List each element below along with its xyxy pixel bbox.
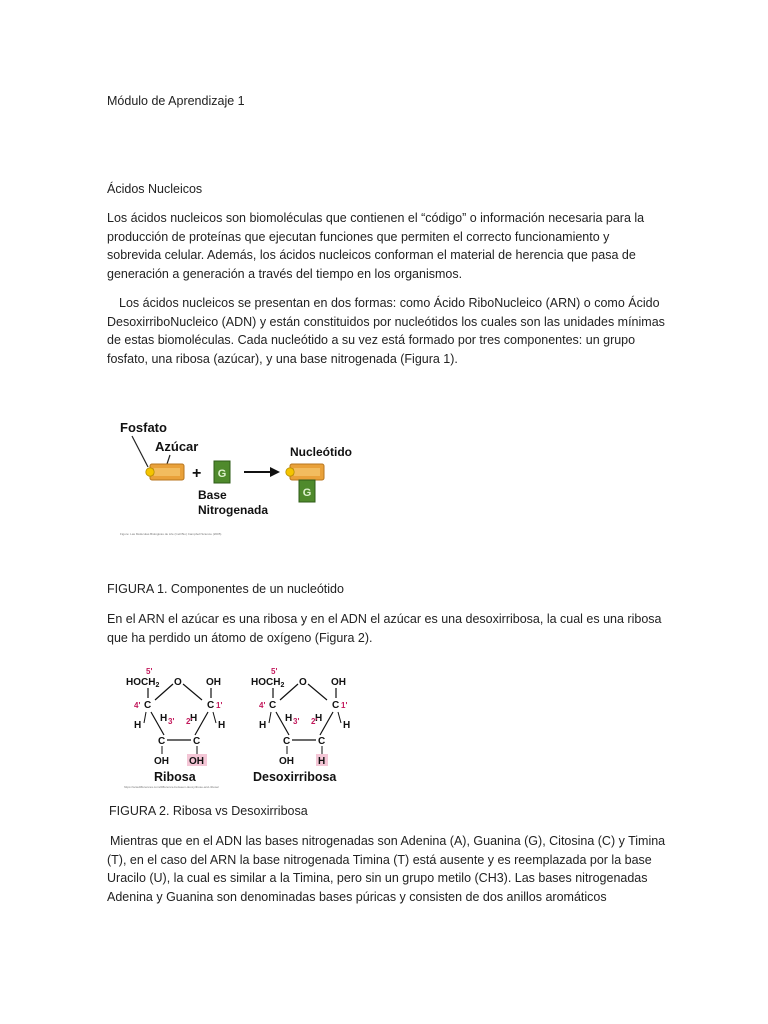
figure-1-nucleotide-diagram <box>110 410 360 542</box>
deoxy-pos-1: 1' <box>341 701 348 710</box>
deoxy-h2: H <box>315 713 323 724</box>
ribose-structure <box>126 667 225 784</box>
figure-1-caption: FIGURA 1. Componentes de un nucleótido <box>107 582 344 596</box>
paragraph-2: Los ácidos nucleicos se presentan en dos formas: como Ácido RiboNucleico (ARN) o como Ácido DesoxirriboNucleico (ADN) y están constituidos por nucleótidos los cuales son las unidades mínimas de estas biomoléculas. Cada nucleótido a su vez está formado por tres componentes: un grupo fosfato, una ribosa (azúcar), y una base nitrogenada (Figura 1). <box>107 296 665 366</box>
ribose-h3: H <box>160 713 168 724</box>
nucleotide-sugar <box>290 464 324 480</box>
phosphate-circle <box>146 468 154 476</box>
ribose-h-left: H <box>134 720 142 731</box>
arrow-head-icon <box>270 467 280 477</box>
deoxyribose-structure <box>251 667 350 784</box>
module-title: Módulo de Aprendizaje 1 <box>107 94 245 108</box>
ribose-c1: C <box>207 700 215 711</box>
deoxy-name: Desoxirribosa <box>253 770 337 784</box>
label-azucar: Azúcar <box>155 439 199 454</box>
deoxy-hoch: $HOCH_2$ <box>251 677 285 689</box>
nucleotide-base-letter: G <box>302 487 312 499</box>
paragraph-4: Mientras que en el ADN las bases nitrogenadas son Adenina (A), Guanina (G), Citosina (C) y Timina (T), en el caso del ARN la base nitrogenada Timina (T) está ausente y es reemplazada por la base Uracilo (U), la cual es similar a la Timina, pero sin un grupo metilo (CH3). Las bases nitrogenadas Adenina y Guanina son denominadas bases púricas y consisten de dos anillos aromáticos <box>107 834 666 904</box>
deoxy-c3: C <box>283 736 291 747</box>
ribose-oh-top: OH <box>206 677 221 688</box>
ribose-h2: H <box>190 713 198 724</box>
paragraph-3: En el ARN el azúcar es una ribosa y en el ADN el azúcar es una desoxirribosa, la cual es una ribosa que ha perdido un átomo de oxígeno (Figura 2). <box>107 612 662 645</box>
ribose-c4: C <box>144 700 152 711</box>
deoxy-h-right: H <box>343 720 351 731</box>
base-block <box>214 461 230 483</box>
deoxy-c2: C <box>318 736 326 747</box>
ribose-oxygen: O <box>174 677 182 688</box>
ribose-pos-3: 3' <box>168 717 175 726</box>
ribose-c2: C <box>193 736 201 747</box>
ribose-pos-1: 1' <box>216 701 223 710</box>
ribose-pos-2: 2' <box>186 717 193 726</box>
label-base: Base <box>198 488 227 502</box>
base-letter: G <box>217 468 227 480</box>
label-nitrogenada: Nitrogenada <box>198 503 269 517</box>
fosfato-pointer-line <box>132 436 148 467</box>
deoxy-oxygen: O <box>299 677 307 688</box>
section-title: Ácidos Nucleicos <box>107 182 203 196</box>
ribose-pos-5: 5' <box>146 667 153 676</box>
deoxy-c4: C <box>269 700 277 711</box>
sugar-block <box>150 464 184 480</box>
ribose-c3: C <box>158 736 166 747</box>
deoxy-c1: C <box>332 700 340 711</box>
deoxy-pos-3: 3' <box>293 717 300 726</box>
label-fosfato: Fosfato <box>120 420 167 435</box>
figure-2-caption: FIGURA 2. Ribosa vs Desoxirribosa <box>109 804 308 818</box>
nucleotide-base <box>299 480 315 502</box>
deoxy-h-2: H <box>318 756 326 767</box>
plus-sign: + <box>192 465 202 482</box>
deoxy-pos-4: 4' <box>259 701 266 710</box>
nucleotide-phosphate <box>286 468 294 476</box>
ribose-name: Ribosa <box>154 770 196 784</box>
deoxy-pos-5: 5' <box>271 667 278 676</box>
ribose-oh-3: OH <box>154 756 169 767</box>
ribose-oh-2: OH <box>189 756 204 767</box>
label-nucleotido: Nucleótido <box>290 445 352 459</box>
ribose-hoch: $HOCH_2$ <box>126 677 160 689</box>
figure-1-credit: Figure: Las Moléculas Biológicas de Life (Cell Bio) Campbell Science (2005) <box>120 532 222 536</box>
paragraph-1: Los ácidos nucleicos son biomoléculas que contienen el “código” o información necesaria para la producción de proteínas que ejecutan funciones que permiten el correcto funcionamiento y sobrevida celular. Además, los ácidos nucleicos conforman el material de herencia que pasa de generación a generación a través del tiempo en los organismos. <box>107 211 645 281</box>
deoxy-h-left: H <box>259 720 267 731</box>
deoxy-pos-2: 2' <box>311 717 318 726</box>
deoxy-oh-3: OH <box>279 756 294 767</box>
azucar-pointer-line <box>167 455 170 464</box>
deoxy-oh-top: OH <box>331 677 346 688</box>
ribose-h-right: H <box>218 720 226 731</box>
deoxy-h3: H <box>285 713 293 724</box>
figure-2-credit: https://sciedifferences.com/difference-between-deoxyribose-and-ribose/ <box>124 785 219 789</box>
ribose-pos-4: 4' <box>134 701 141 710</box>
figure-2-ribose-comparison <box>118 660 363 790</box>
